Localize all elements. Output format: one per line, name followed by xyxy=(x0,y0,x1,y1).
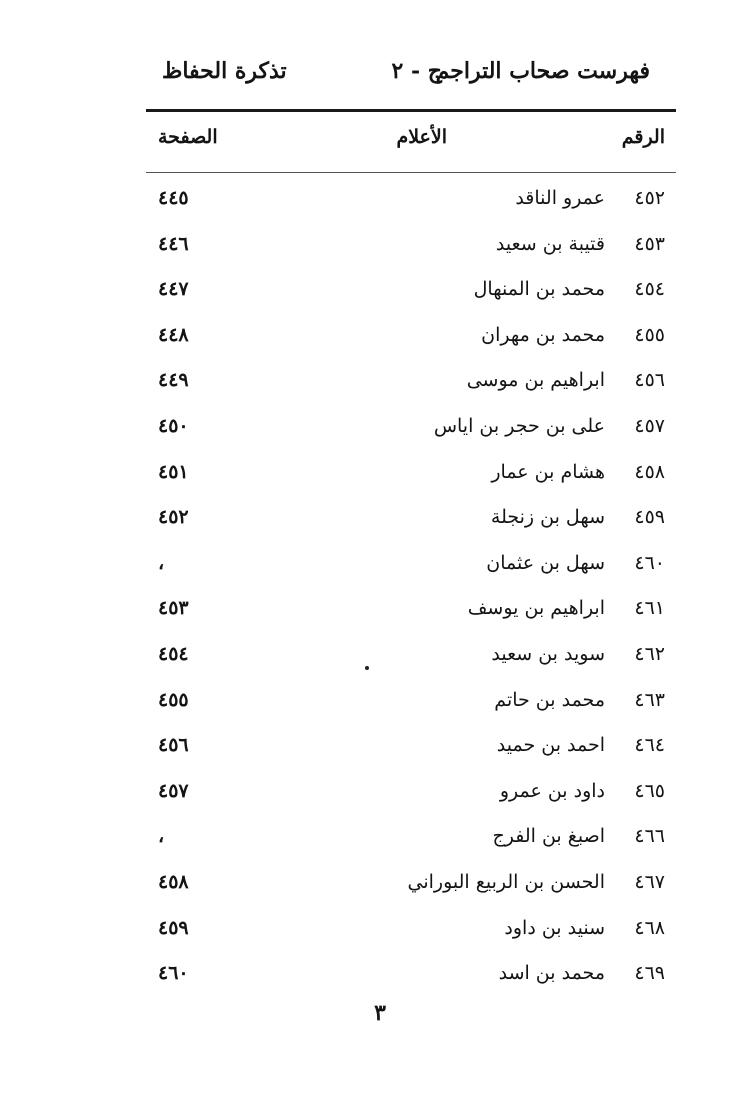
row-number: ٤٦٢ xyxy=(634,642,665,665)
table-row xyxy=(150,278,665,324)
row-name: الحسن بن الربيع البوراني xyxy=(407,870,605,893)
table-row xyxy=(150,187,665,233)
row-name: ابراهيم بن يوسف xyxy=(467,597,605,620)
row-name: اصبغ بن الفرج xyxy=(492,825,605,848)
row-name: على بن حجر بن اياس xyxy=(433,414,605,437)
table-row xyxy=(150,233,665,279)
row-page: ٤٥٤ xyxy=(158,642,189,665)
table-row xyxy=(150,461,665,507)
row-number: ٤٥٧ xyxy=(634,414,665,437)
row-number: ٤٥٢ xyxy=(634,187,665,209)
page-number: ٣ xyxy=(374,1000,386,1026)
table-row xyxy=(150,917,665,963)
row-name: سهل بن زنجلة xyxy=(490,506,605,529)
row-number: ٤٦٦ xyxy=(634,825,665,848)
row-number: ٤٥٣ xyxy=(634,232,665,255)
volume-label: ج - ٢ xyxy=(391,58,442,84)
column-header-number: الرقم xyxy=(621,126,665,148)
row-number: ٤٦٩ xyxy=(634,962,665,985)
table-row xyxy=(150,734,665,780)
table-row xyxy=(150,643,665,689)
row-page: ٤٤٩ xyxy=(158,369,189,392)
row-page: ٤٦٠ xyxy=(158,962,189,985)
row-name: ابراهيم بن موسى xyxy=(466,369,605,392)
row-number: ٤٥٤ xyxy=(634,278,665,301)
row-number: ٤٦٤ xyxy=(634,734,665,757)
row-name: عمرو الناقد xyxy=(515,187,605,209)
table-row xyxy=(150,597,665,643)
table-row xyxy=(150,324,665,370)
row-page: ٤٥٦ xyxy=(158,734,189,757)
row-name: سنيد بن داود xyxy=(504,916,605,939)
row-page: ، xyxy=(158,551,165,574)
row-page: ٤٥٨ xyxy=(158,870,189,893)
row-number: ٤٥٩ xyxy=(634,506,665,529)
table-row xyxy=(150,780,665,826)
column-header-rule xyxy=(146,172,676,173)
table-row xyxy=(150,369,665,415)
column-headers xyxy=(150,126,665,160)
row-number: ٤٥٦ xyxy=(634,369,665,392)
row-name: سهل بن عثمان xyxy=(486,551,605,574)
row-page: ٤٤٧ xyxy=(158,278,189,301)
row-page: ٤٤٦ xyxy=(158,232,189,255)
row-name: هشام بن عمار xyxy=(491,460,605,483)
row-name: سويد بن سعيد xyxy=(491,642,605,665)
row-page: ٤٥٧ xyxy=(158,779,189,802)
running-head xyxy=(150,58,660,92)
table-row xyxy=(150,689,665,735)
row-page: ، xyxy=(158,825,165,848)
row-page: ٤٤٨ xyxy=(158,323,189,346)
table-row xyxy=(150,962,665,1008)
index-table xyxy=(150,187,665,1008)
row-name: احمد بن حميد xyxy=(496,734,605,757)
row-number: ٤٦٠ xyxy=(634,551,665,574)
row-page: ٤٤٥ xyxy=(158,187,189,209)
row-number: ٤٦٨ xyxy=(634,916,665,939)
row-number: ٤٥٨ xyxy=(634,460,665,483)
column-header-name: الأعلام xyxy=(396,126,447,148)
table-row xyxy=(150,506,665,552)
table-row xyxy=(150,825,665,871)
index-title: فهرست صحاب التراجم xyxy=(435,58,650,84)
row-page: ٤٥٣ xyxy=(158,597,189,620)
book-title: تذكرة الحفاظ xyxy=(162,58,287,84)
row-page: ٤٥١ xyxy=(158,460,189,483)
table-row xyxy=(150,552,665,598)
row-name: محمد بن مهران xyxy=(481,323,605,346)
row-page: ٤٥٩ xyxy=(158,916,189,939)
column-header-page: الصفحة xyxy=(158,126,218,148)
row-page: ٤٥٥ xyxy=(158,688,189,711)
row-number: ٤٦٧ xyxy=(634,870,665,893)
row-name: محمد بن اسد xyxy=(498,962,605,985)
row-name: محمد بن المنهال xyxy=(473,278,605,301)
table-row xyxy=(150,871,665,917)
row-page: ٤٥٠ xyxy=(158,414,189,437)
row-name: محمد بن حاتم xyxy=(494,688,605,711)
row-name: قتيبة بن سعيد xyxy=(495,232,605,255)
ink-speck xyxy=(365,666,369,670)
row-name: داود بن عمرو xyxy=(499,779,605,802)
row-page: ٤٥٢ xyxy=(158,506,189,529)
row-number: ٤٦١ xyxy=(634,597,665,620)
row-number: ٤٥٥ xyxy=(634,323,665,346)
row-number: ٤٦٥ xyxy=(634,779,665,802)
table-row xyxy=(150,415,665,461)
row-number: ٤٦٣ xyxy=(634,688,665,711)
header-rule xyxy=(146,109,676,112)
